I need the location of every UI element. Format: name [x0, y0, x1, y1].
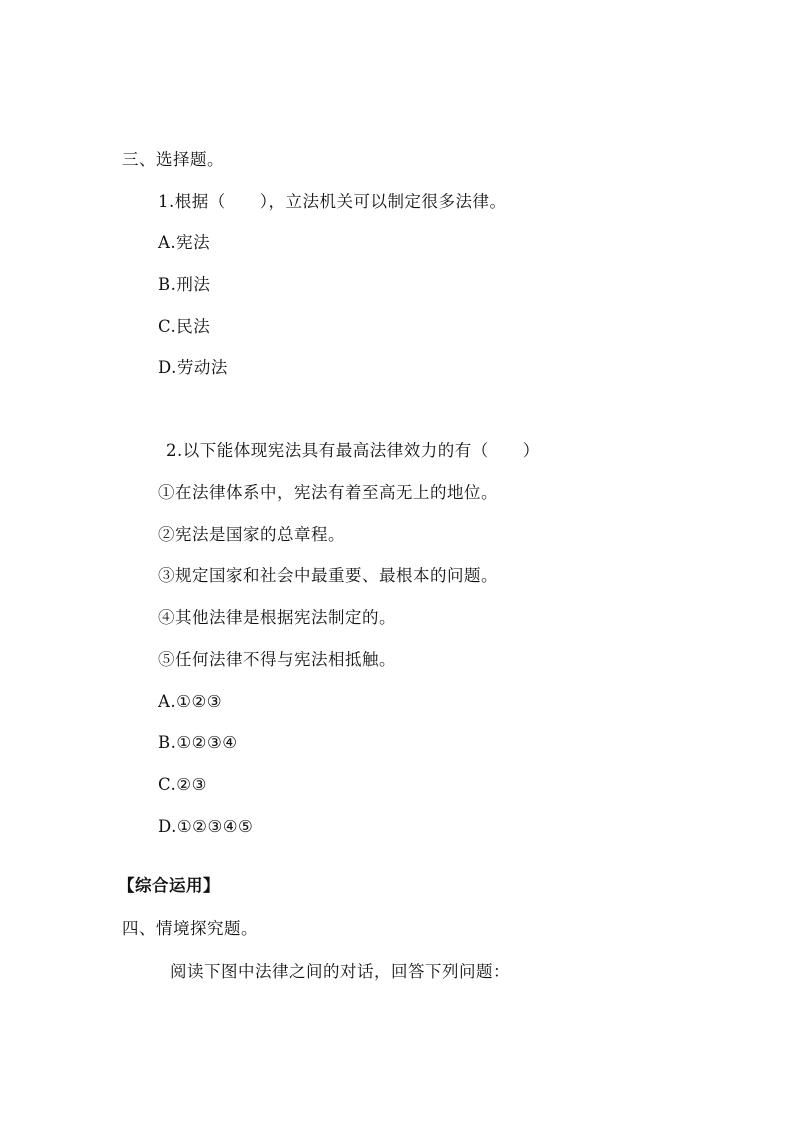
q1-option-a: A.宪法 [158, 233, 211, 252]
q2-option-a: A.①②③ [158, 692, 223, 711]
q1-option-b: B.刑法 [158, 275, 211, 294]
section3-heading: 三、选择题。 [122, 150, 224, 169]
section4-heading: 四、情境探究题。 [122, 919, 258, 938]
q2-statement-5: ⑤任何法律不得与宪法相抵触。 [158, 650, 396, 669]
q2-option-c: C.②③ [158, 775, 207, 794]
q2-option-d: D.①②③④⑤ [158, 817, 254, 836]
q1-option-d: D.劳动法 [158, 358, 228, 377]
q2-statement-3: ③规定国家和社会中最重要、最根本的问题。 [158, 566, 498, 585]
q2-statement-2: ②宪法是国家的总章程。 [158, 525, 345, 544]
q1-option-c: C.民法 [158, 317, 211, 336]
question-2-stem: 2.以下能体现宪法具有最高法律效力的有（ ） [166, 441, 540, 460]
q2-statement-4: ④其他法律是根据宪法制定的。 [158, 608, 396, 627]
section4-prompt: 阅读下图中法律之间的对话，回答下列问题： [170, 962, 510, 981]
q2-option-b: B.①②③④ [158, 733, 238, 752]
q2-statement-1: ①在法律体系中，宪法有着至高无上的地位。 [158, 483, 498, 502]
question-1-stem: 1.根据（ ），立法机关可以制定很多法律。 [158, 192, 507, 211]
applied-section-label: 【综合运用】 [118, 876, 220, 895]
